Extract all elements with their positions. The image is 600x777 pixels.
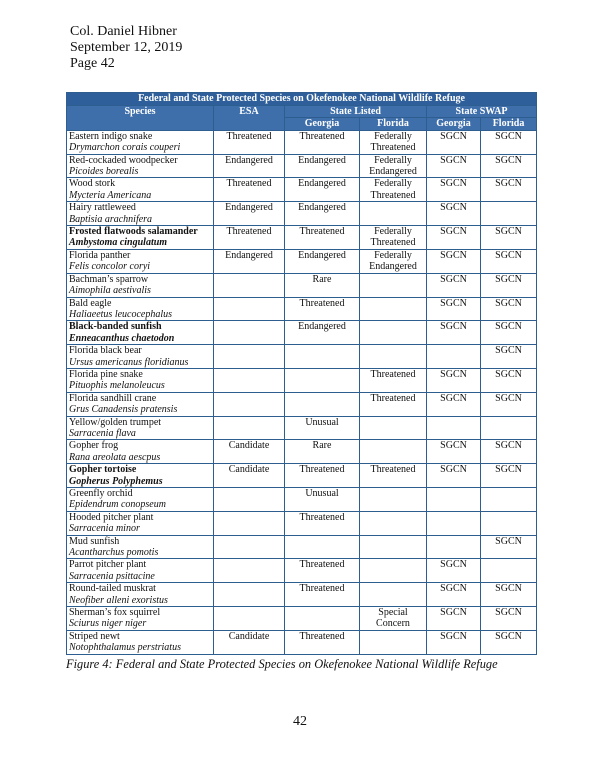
cell-species [67, 202, 214, 226]
cell-species [67, 368, 214, 392]
cell-swap-florida [481, 559, 537, 583]
page-header [70, 24, 182, 72]
cell-listed-georgia [285, 535, 360, 559]
col-swap-georgia: Georgia [427, 118, 481, 130]
cell-swap-georgia [427, 345, 481, 369]
cell-swap-florida: SGCN [481, 178, 537, 202]
cell-listed-florida: Federally Threatened [360, 130, 427, 154]
cell-species [67, 178, 214, 202]
table-row [67, 178, 537, 202]
cell-listed-florida: Threatened [360, 392, 427, 416]
cell-esa [214, 488, 285, 512]
species-common-name: Yellow/golden trumpet [69, 416, 162, 428]
cell-listed-georgia: Threatened [285, 511, 360, 535]
cell-listed-georgia: Unusual [285, 416, 360, 440]
cell-listed-florida [360, 416, 427, 440]
cell-listed-georgia: Threatened [285, 226, 360, 250]
cell-swap-florida: SGCN [481, 249, 537, 273]
cell-swap-florida [481, 511, 537, 535]
cell-swap-florida: SGCN [481, 345, 537, 369]
table-row [67, 226, 537, 250]
cell-listed-florida [360, 202, 427, 226]
cell-esa: Threatened [214, 130, 285, 154]
cell-swap-georgia [427, 488, 481, 512]
species-common-name: Mud sunfish [69, 535, 120, 547]
table-row [67, 607, 537, 631]
species-scientific-name: Sarracenia minor [69, 523, 140, 535]
species-common-name: Hairy rattleweed [69, 202, 136, 214]
cell-listed-georgia: Rare [285, 440, 360, 464]
table-row [67, 416, 537, 440]
species-scientific-name: Mycteria Americana [69, 189, 152, 201]
table-row [67, 583, 537, 607]
cell-species [67, 273, 214, 297]
cell-species [67, 583, 214, 607]
cell-swap-georgia: SGCN [427, 392, 481, 416]
cell-swap-georgia: SGCN [427, 273, 481, 297]
species-common-name: Florida black bear [69, 345, 142, 357]
species-common-name: Striped newt [69, 630, 120, 642]
species-scientific-name: Rana areolata aescpus [69, 451, 161, 463]
cell-listed-florida [360, 583, 427, 607]
cell-listed-florida: Federally Endangered [360, 154, 427, 178]
species-scientific-name: Sciurus niger niger [69, 618, 147, 630]
author-name: Col. Daniel Hibner [70, 24, 177, 39]
species-common-name: Florida pine snake [69, 368, 143, 380]
cell-swap-florida: SGCN [481, 368, 537, 392]
cell-listed-georgia: Threatened [285, 583, 360, 607]
cell-species [67, 630, 214, 654]
cell-listed-florida [360, 630, 427, 654]
table-row [67, 297, 537, 321]
cell-species [67, 297, 214, 321]
species-common-name: Greenfly orchid [69, 488, 133, 499]
cell-swap-florida: SGCN [481, 130, 537, 154]
cell-listed-florida: Threatened [360, 464, 427, 488]
cell-listed-georgia: Rare [285, 273, 360, 297]
species-scientific-name: Ursus americanus floridianus [69, 356, 189, 368]
cell-species [67, 345, 214, 369]
cell-species [67, 130, 214, 154]
table-row [67, 202, 537, 226]
page-number: 42 [293, 714, 307, 729]
species-common-name: Florida sandhill crane [69, 392, 157, 404]
cell-esa [214, 583, 285, 607]
species-scientific-name: Grus Canadensis pratensis [69, 404, 178, 416]
cell-swap-georgia: SGCN [427, 297, 481, 321]
cell-listed-georgia: Threatened [285, 130, 360, 154]
cell-swap-georgia: SGCN [427, 559, 481, 583]
table-row [67, 440, 537, 464]
table-row [67, 249, 537, 273]
cell-swap-georgia: SGCN [427, 630, 481, 654]
cell-swap-georgia: SGCN [427, 130, 481, 154]
table-row [67, 368, 537, 392]
cell-swap-florida [481, 416, 537, 440]
table-row [67, 535, 537, 559]
cell-species [67, 511, 214, 535]
cell-swap-georgia [427, 416, 481, 440]
cell-listed-florida [360, 273, 427, 297]
table-row [67, 154, 537, 178]
species-scientific-name: Haliaeetus leucocephalus [69, 308, 173, 320]
table-row [67, 273, 537, 297]
species-scientific-name: Felis concolor coryi [69, 261, 151, 273]
cell-species [67, 488, 214, 512]
species-scientific-name: Notophthalamus perstriatus [69, 642, 181, 654]
cell-esa [214, 297, 285, 321]
species-scientific-name: Neofiber alleni exoristus [69, 594, 168, 606]
table-row [67, 559, 537, 583]
cell-species [67, 535, 214, 559]
cell-species [67, 416, 214, 440]
cell-listed-georgia: Endangered [285, 249, 360, 273]
cell-species [67, 607, 214, 631]
cell-esa: Endangered [214, 249, 285, 273]
cell-esa: Endangered [214, 202, 285, 226]
cell-listed-florida: Special Concern [360, 607, 427, 631]
figure-caption: Figure 4: Federal and State Protected Species on Okefenokee National Wildlife Refuge [66, 657, 498, 671]
cell-species [67, 559, 214, 583]
species-common-name: Hooded pitcher plant [69, 511, 154, 523]
species-scientific-name: Gopherus Polyphemus [69, 475, 163, 487]
col-listed-georgia: Georgia [285, 118, 360, 130]
cell-listed-florida [360, 511, 427, 535]
cell-esa: Candidate [214, 440, 285, 464]
cell-listed-florida [360, 321, 427, 345]
cell-swap-florida: SGCN [481, 440, 537, 464]
species-common-name: Florida panther [69, 249, 131, 261]
cell-swap-georgia: SGCN [427, 249, 481, 273]
cell-swap-florida: SGCN [481, 226, 537, 250]
cell-swap-florida: SGCN [481, 535, 537, 559]
cell-species [67, 321, 214, 345]
cell-species [67, 226, 214, 250]
table-body [67, 130, 537, 654]
cell-listed-florida: Federally Threatened [360, 178, 427, 202]
cell-listed-florida: Threatened [360, 368, 427, 392]
page-label: Page 42 [70, 56, 115, 71]
col-species: Species [67, 106, 214, 131]
cell-swap-georgia: SGCN [427, 178, 481, 202]
species-scientific-name: Epidendrum conopseum [69, 499, 166, 511]
cell-species [67, 249, 214, 273]
species-common-name: Eastern indigo snake [69, 130, 153, 142]
species-common-name: Parrot pitcher plant [69, 559, 147, 571]
cell-swap-florida: SGCN [481, 321, 537, 345]
cell-swap-florida: SGCN [481, 273, 537, 297]
species-scientific-name: Sarracenia psittacine [69, 570, 155, 582]
cell-swap-georgia: SGCN [427, 202, 481, 226]
cell-listed-georgia: Endangered [285, 321, 360, 345]
cell-listed-georgia: Threatened [285, 464, 360, 488]
document-date: September 12, 2019 [70, 40, 183, 55]
cell-esa [214, 345, 285, 369]
species-common-name: Round-tailed muskrat [69, 583, 156, 595]
species-common-name: Black-banded sunfish [69, 321, 162, 333]
cell-listed-florida [360, 488, 427, 512]
cell-listed-georgia: Threatened [285, 559, 360, 583]
cell-swap-georgia: SGCN [427, 607, 481, 631]
col-listed-florida: Florida [360, 118, 427, 130]
cell-listed-florida [360, 535, 427, 559]
cell-listed-florida [360, 297, 427, 321]
table-title: Federal and State Protected Species on Okefenokee National Wildlife Refuge [67, 93, 537, 106]
cell-esa [214, 559, 285, 583]
cell-esa: Candidate [214, 630, 285, 654]
species-scientific-name: Sarracenia flava [69, 427, 136, 439]
table-row [67, 488, 537, 512]
cell-listed-florida [360, 559, 427, 583]
col-state-listed: State Listed [285, 106, 427, 118]
table-row [67, 630, 537, 654]
cell-esa: Threatened [214, 178, 285, 202]
cell-species [67, 440, 214, 464]
species-scientific-name: Picoides borealis [69, 166, 139, 178]
cell-esa: Threatened [214, 226, 285, 250]
cell-swap-florida: SGCN [481, 607, 537, 631]
cell-swap-georgia [427, 511, 481, 535]
cell-esa [214, 607, 285, 631]
species-common-name: Bald eagle [69, 297, 112, 309]
species-scientific-name: Drymarchon corais couperi [69, 142, 181, 154]
cell-swap-florida [481, 202, 537, 226]
cell-esa [214, 416, 285, 440]
species-scientific-name: Ambystoma cingulatum [69, 237, 168, 249]
cell-listed-georgia: Endangered [285, 154, 360, 178]
species-common-name: Frosted flatwoods salamander [69, 226, 198, 238]
cell-swap-georgia: SGCN [427, 154, 481, 178]
protected-species-table [66, 92, 537, 655]
cell-swap-florida: SGCN [481, 464, 537, 488]
cell-esa: Candidate [214, 464, 285, 488]
species-scientific-name: Pituophis melanoleucus [69, 380, 165, 392]
col-esa: ESA [214, 106, 285, 131]
species-scientific-name: Acantharchus pomotis [69, 547, 159, 559]
cell-swap-florida: SGCN [481, 392, 537, 416]
species-common-name: Sherman’s fox squirrel [69, 607, 161, 619]
cell-listed-georgia [285, 607, 360, 631]
species-common-name: Gopher tortoise [69, 464, 137, 476]
species-common-name: Gopher frog [69, 440, 119, 452]
table-row [67, 345, 537, 369]
species-common-name: Red-cockaded woodpecker [69, 154, 178, 166]
cell-listed-georgia [285, 368, 360, 392]
cell-swap-georgia: SGCN [427, 583, 481, 607]
cell-listed-georgia: Threatened [285, 297, 360, 321]
cell-swap-florida: SGCN [481, 154, 537, 178]
species-scientific-name: Baptisia arachnifera [69, 213, 153, 225]
species-common-name: Wood stork [69, 178, 116, 190]
cell-swap-florida: SGCN [481, 583, 537, 607]
cell-swap-georgia: SGCN [427, 440, 481, 464]
cell-swap-georgia: SGCN [427, 368, 481, 392]
table-row [67, 464, 537, 488]
cell-swap-florida: SGCN [481, 297, 537, 321]
species-scientific-name: Aimophila aestivalis [69, 285, 151, 297]
table-row [67, 392, 537, 416]
cell-esa [214, 511, 285, 535]
cell-listed-georgia: Unusual [285, 488, 360, 512]
cell-esa [214, 368, 285, 392]
cell-esa [214, 535, 285, 559]
cell-listed-georgia: Endangered [285, 202, 360, 226]
col-state-swap: State SWAP [427, 106, 537, 118]
species-scientific-name: Enneacanthus chaetodon [69, 332, 175, 344]
cell-listed-florida: Federally Threatened [360, 226, 427, 250]
cell-species [67, 464, 214, 488]
cell-esa [214, 321, 285, 345]
cell-swap-georgia [427, 535, 481, 559]
cell-listed-florida [360, 345, 427, 369]
cell-swap-florida [481, 488, 537, 512]
cell-listed-georgia: Threatened [285, 630, 360, 654]
cell-swap-georgia: SGCN [427, 464, 481, 488]
col-swap-florida: Florida [481, 118, 537, 130]
cell-listed-georgia [285, 392, 360, 416]
table-row [67, 321, 537, 345]
cell-listed-florida [360, 440, 427, 464]
species-common-name: Bachman’s sparrow [69, 273, 149, 285]
table-row [67, 130, 537, 154]
cell-esa: Endangered [214, 154, 285, 178]
cell-esa [214, 392, 285, 416]
cell-listed-florida: Federally Endangered [360, 249, 427, 273]
cell-species [67, 154, 214, 178]
cell-esa [214, 273, 285, 297]
cell-swap-georgia: SGCN [427, 321, 481, 345]
cell-swap-florida: SGCN [481, 630, 537, 654]
table-row [67, 511, 537, 535]
cell-swap-georgia: SGCN [427, 226, 481, 250]
cell-listed-georgia: Endangered [285, 178, 360, 202]
cell-listed-georgia [285, 345, 360, 369]
cell-species [67, 392, 214, 416]
